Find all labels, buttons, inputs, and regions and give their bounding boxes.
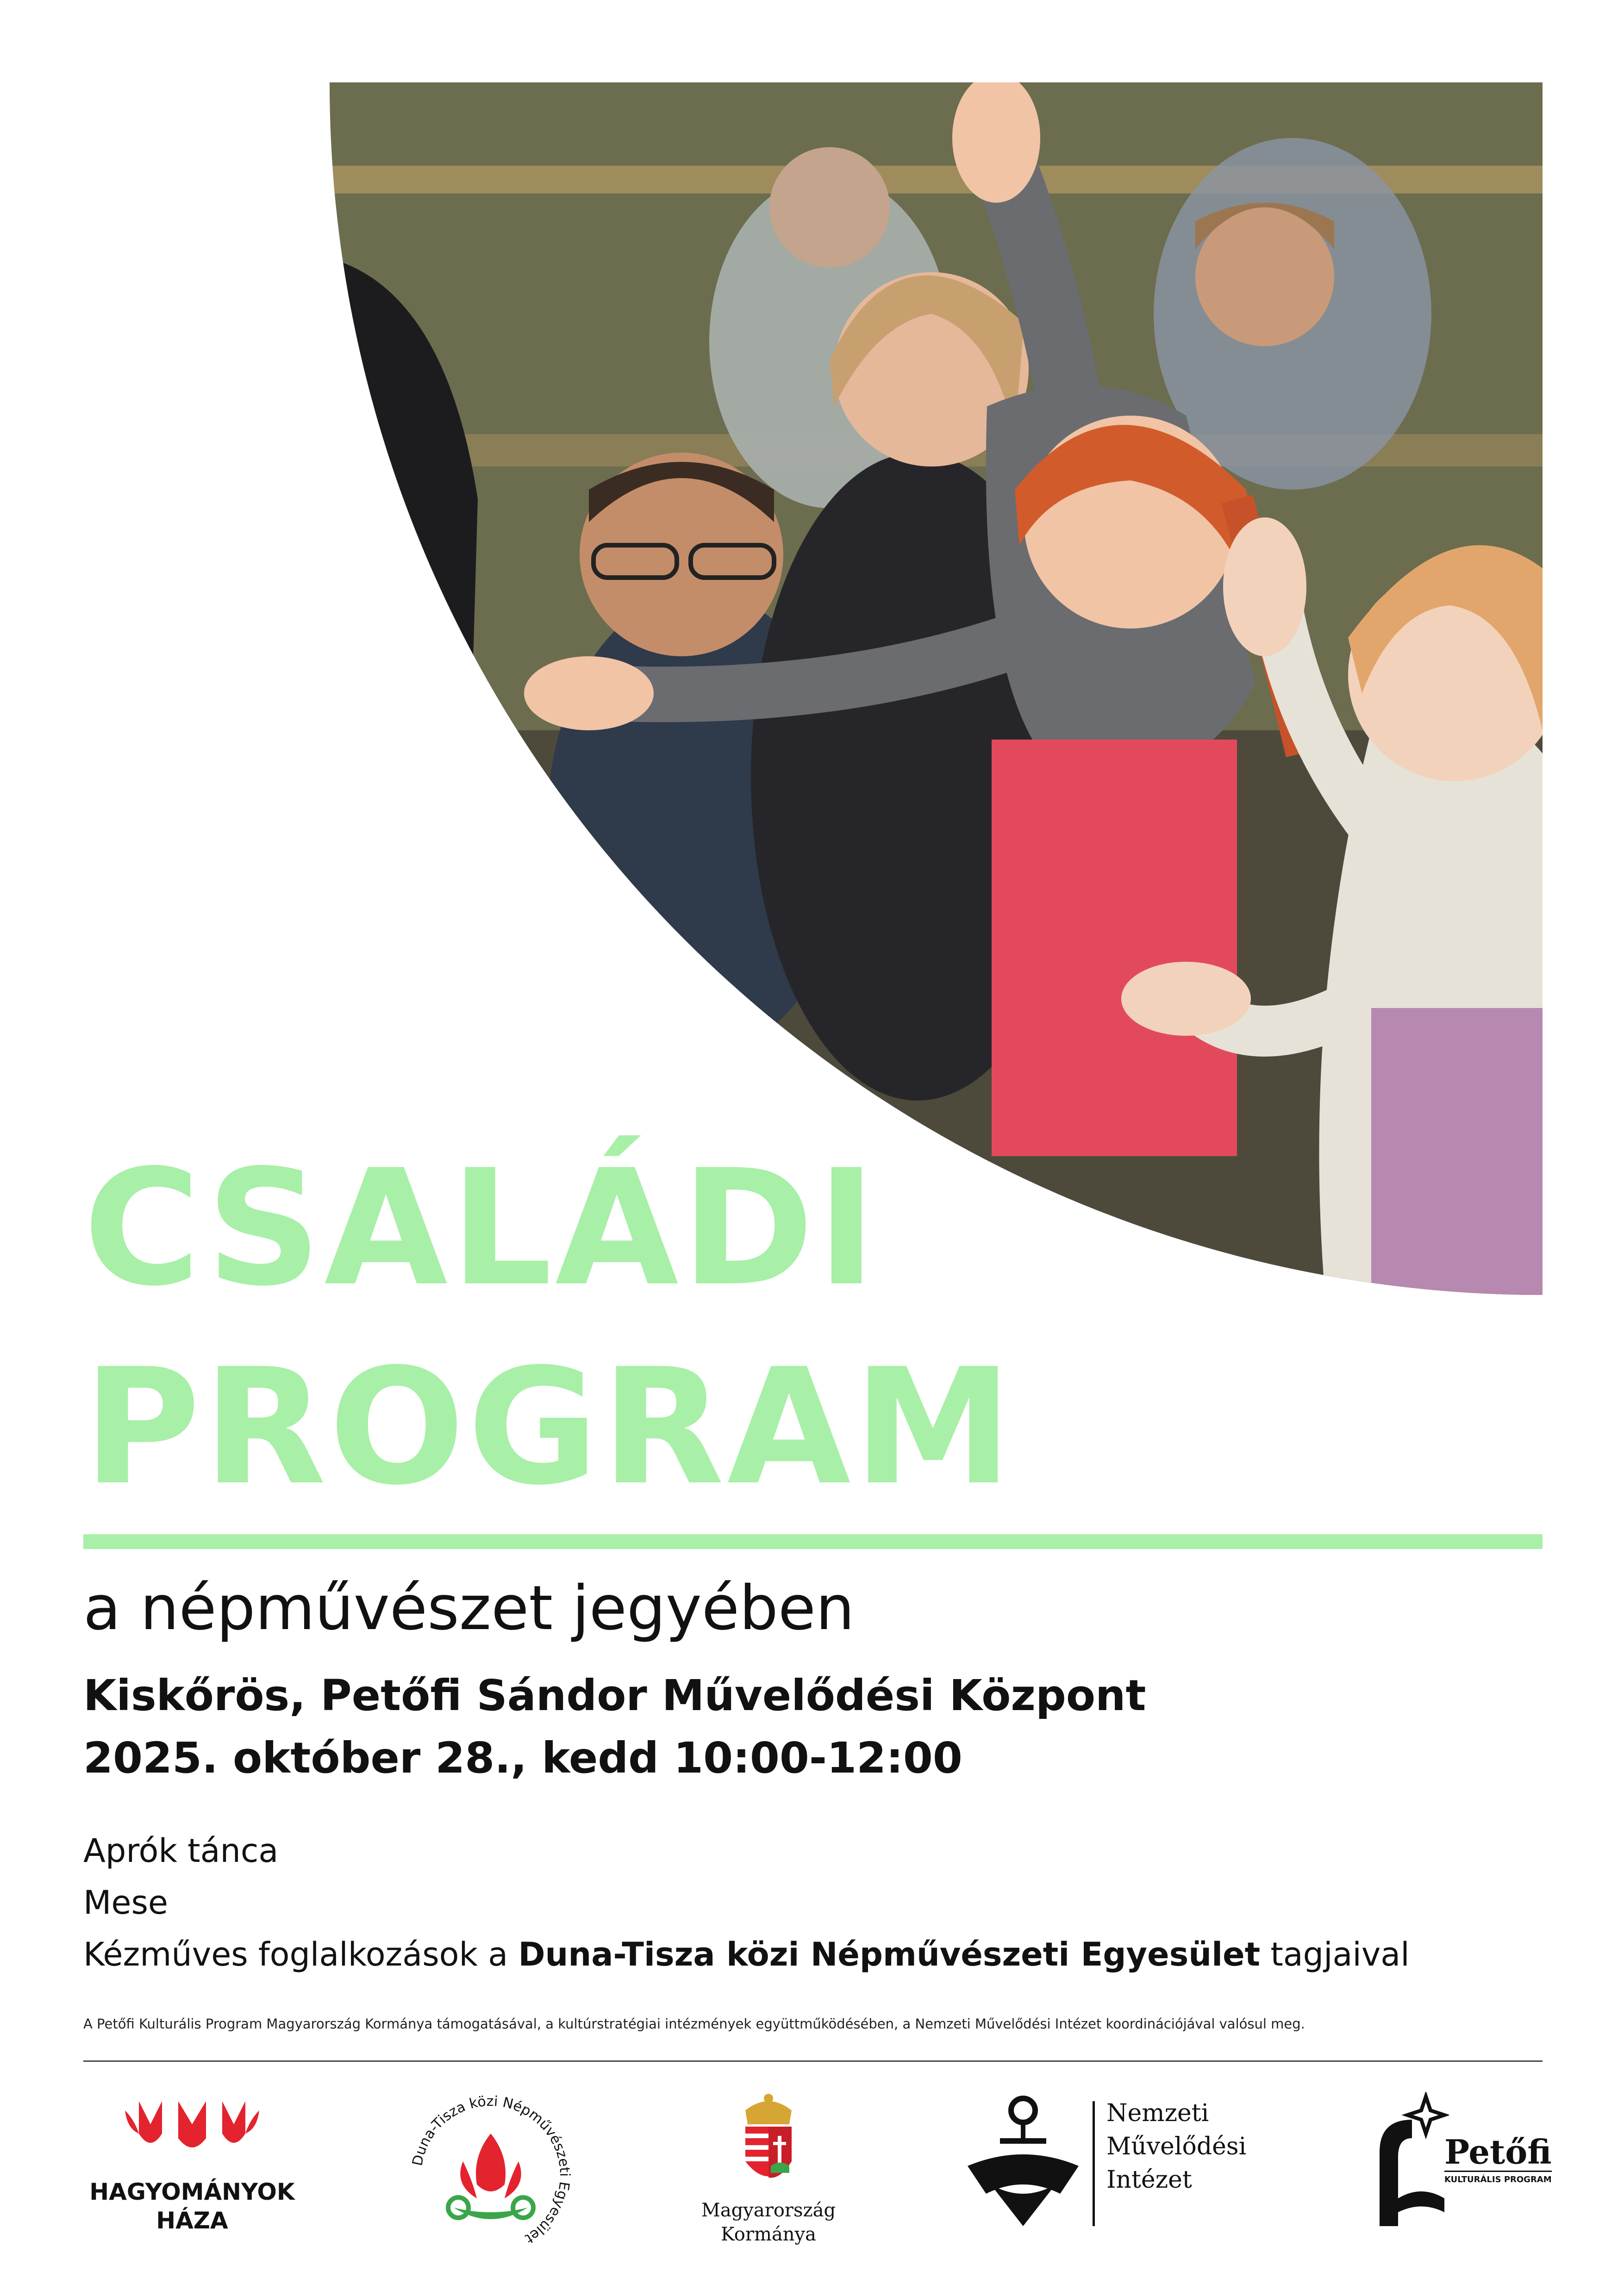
logo-nmi-line3: Intézet: [1106, 2166, 1192, 2194]
event-title-line2: PROGRAM: [83, 1335, 1015, 1520]
logo-nepmuveszeti-egyesulet: [407, 2092, 574, 2249]
nmi-divider-line: [1093, 2101, 1095, 2226]
event-datetime: 2025. október 28., kedd 10:00-12:00: [83, 1733, 962, 1783]
logo-petofi-kulturalis-program: [1366, 2092, 1552, 2249]
children-dancing-illustration: [330, 82, 1543, 1295]
logo-kormany-line2: Kormánya: [721, 2224, 816, 2245]
program-item: Aprók tánca: [83, 1832, 279, 1870]
logo-kormany-line1: Magyarország: [701, 2200, 836, 2221]
logo-nemzeti-muvelodesi-intezet: [963, 2092, 1250, 2249]
logo-petofi-subtitle: KULTURÁLIS PROGRAM: [1444, 2171, 1552, 2186]
event-photo: [330, 82, 1543, 1295]
program-item: [83, 1935, 1410, 1973]
event-subtitle: a népművészet jegyében: [83, 1573, 855, 1644]
program-item-prefix: Kézműves foglalkozások a: [83, 1935, 518, 1973]
program-item: Mese: [83, 1884, 168, 1922]
tulip-emblem-icon: [88, 2092, 296, 2175]
logo-hagyomanyok-line2: HÁZA: [156, 2207, 228, 2234]
logo-magyarorszag-kormanya: [681, 2092, 856, 2249]
sponsor-statement: A Petőfi Kulturális Program Magyarország Kormánya támogatásával, a kultúrstratégiai intézmények együttműködésében, a Nemzeti Művelődési Intézet koordinációjával valósul meg.: [83, 2016, 1305, 2032]
logo-petofi-name: Petőfi: [1444, 2132, 1552, 2172]
program-organizer: Duna-Tisza közi Népművészeti Egyesület: [518, 1935, 1261, 1973]
event-title-line1: CSALÁDI: [83, 1136, 879, 1321]
event-title: [83, 1129, 1015, 1527]
accent-divider: [83, 1534, 1543, 1549]
logo-nmi-line1: Nemzeti: [1106, 2099, 1209, 2127]
hungarian-coat-of-arms-icon: [681, 2092, 856, 2194]
event-venue: Kiskőrös, Petőfi Sándor Művelődési Központ: [83, 1671, 1146, 1720]
program-item-suffix: tagjaival: [1260, 1935, 1410, 1973]
footer-divider: [83, 2060, 1543, 2062]
logo-nmi-line2: Művelődési: [1106, 2133, 1247, 2160]
petofi-star-arch-icon: [1366, 2092, 1449, 2231]
nmi-emblem-icon: [963, 2092, 1083, 2231]
logo-egyesulet-ring-text: Duna-Tisza közi Népművészeti Egyesület: [409, 2093, 573, 2247]
logo-hagyomanyok-line1: HAGYOMÁNYOK: [89, 2178, 295, 2205]
folk-flower-emblem-icon: [407, 2092, 574, 2259]
logo-hagyomanyok-haza: [88, 2092, 296, 2249]
